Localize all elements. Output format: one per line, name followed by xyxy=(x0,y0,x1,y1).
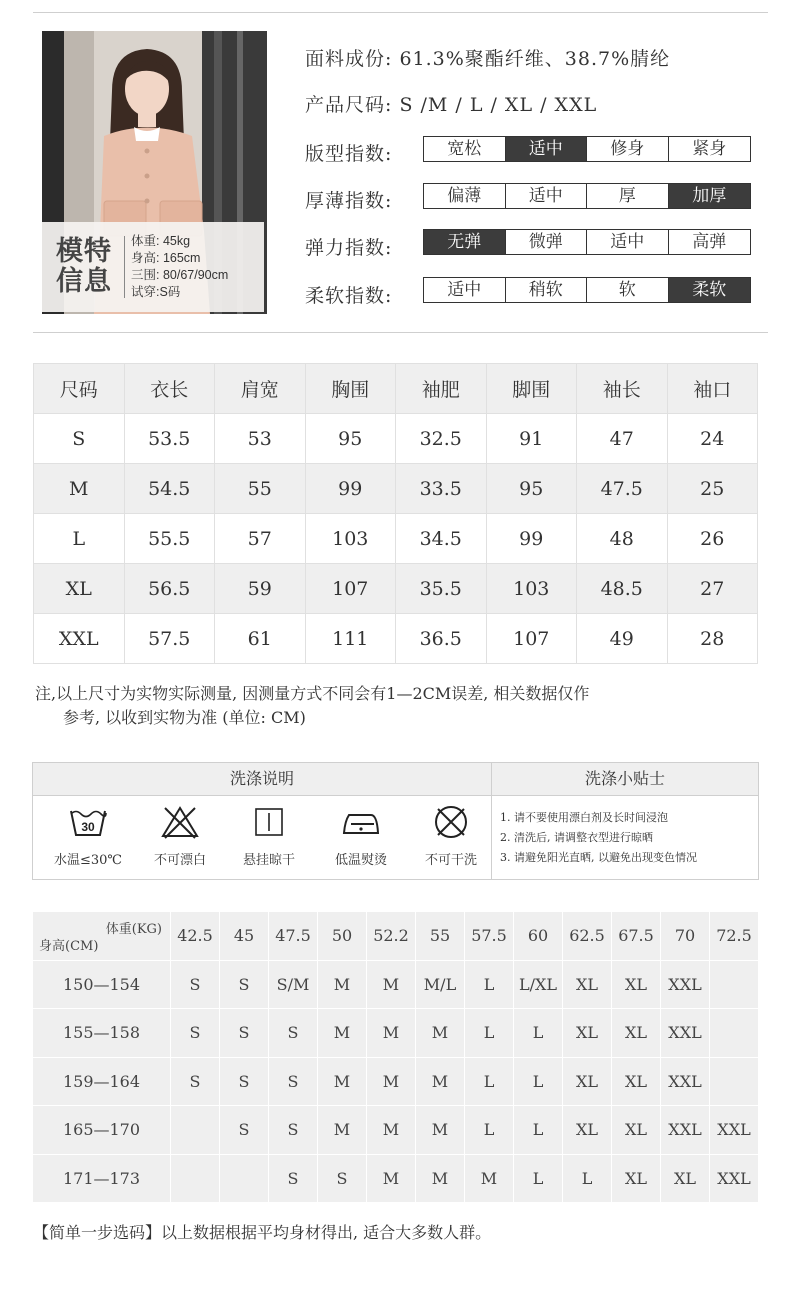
header-cell: 衣长 xyxy=(124,364,215,414)
size-table-header xyxy=(34,364,758,414)
model-info-title: 模特 信息 xyxy=(56,236,112,297)
scale-option: 适中 xyxy=(424,278,506,302)
low-iron-icon xyxy=(321,805,401,868)
scale-option: 偏薄 xyxy=(424,184,506,208)
fabric-composition: 面料成份: 61.3%聚酯纤维、38.7%腈纶 xyxy=(305,48,671,70)
scale-option: 厚 xyxy=(587,184,669,208)
header-cell: 胸围 xyxy=(305,364,396,414)
hang-dry-icon xyxy=(229,805,309,868)
weight-axis-label: 体重(KG) xyxy=(105,922,162,937)
scale-option: 软 xyxy=(587,278,669,302)
wash-icon-label: 低温熨烫 xyxy=(334,853,387,868)
scale-option: 修身 xyxy=(587,137,669,161)
table-row: 165—170 S S M M M L L XL XL XXL XXL xyxy=(33,1106,759,1155)
scale-option: 无弹 xyxy=(424,230,506,254)
scale-option: 适中 xyxy=(587,230,669,254)
wash-icon-label: 悬挂晾干 xyxy=(242,853,295,868)
wash-tip: 3. 请避免阳光直晒, 以避免出现变色情况 xyxy=(500,851,697,864)
scale-label-softness: 柔软指数: xyxy=(305,285,393,307)
wash-title: 洗涤说明 xyxy=(33,763,491,796)
measurement-note-line1: 注,以上尺寸为实物实际测量, 因测量方式不同会有1—2CM误差, 相关数据仅作 xyxy=(35,684,590,703)
scale-option: 加厚 xyxy=(669,184,751,208)
product-sizes: 产品尺码: S /M / L / XL / XXL xyxy=(305,94,598,116)
model-info-box xyxy=(42,222,264,312)
section-divider xyxy=(33,332,768,333)
no-dryclean-icon xyxy=(411,805,491,868)
scale-option: 适中 xyxy=(506,137,588,161)
svg-text:30: 30 xyxy=(81,820,95,834)
table-row: M 54.5 55 99 33.5 95 47.5 25 xyxy=(34,464,758,514)
scale-softness xyxy=(423,277,751,303)
table-row: 159—164 S S S M M M L L XL XL XXL xyxy=(33,1057,759,1106)
wash-tip: 2. 清洗后, 请调整衣型进行晾晒 xyxy=(500,831,653,844)
model-weight: 体重: 45kg xyxy=(131,234,191,248)
header-cell: 肩宽 xyxy=(215,364,306,414)
size-recommendation-table xyxy=(32,911,759,1203)
size-table xyxy=(33,363,758,664)
scale-fit xyxy=(423,136,751,162)
top-divider xyxy=(33,12,768,13)
model-tried-size: 试穿:S码 xyxy=(131,285,181,299)
wash-tips-title: 洗涤小贴士 xyxy=(492,763,758,796)
table-row: L 55.5 57 103 34.5 99 48 26 xyxy=(34,514,758,564)
table-row: XL 56.5 59 107 35.5 103 48.5 27 xyxy=(34,564,758,614)
wash-panel xyxy=(32,762,759,880)
header-cell: 脚围 xyxy=(486,364,577,414)
model-stats xyxy=(131,233,228,301)
wash-tips-list xyxy=(500,808,697,868)
wash-tip: 1. 请不要使用漂白剂及长时间浸泡 xyxy=(500,811,668,824)
scale-option: 紧身 xyxy=(692,139,727,159)
scale-thickness xyxy=(423,183,751,209)
scale-label-fit: 版型指数: xyxy=(305,143,393,165)
wash-icon-label: 不可干洗 xyxy=(424,853,477,868)
table-row: 171—173 S S M M M L L XL XL XXL xyxy=(33,1154,759,1203)
scale-option: 高弹 xyxy=(692,232,727,252)
wash-30-icon xyxy=(48,805,128,868)
wash-icon-label: 不可漂白 xyxy=(153,853,206,868)
table-row: S 53.5 53 95 32.5 91 47 24 xyxy=(34,414,758,464)
scale-option: 微弹 xyxy=(506,230,588,254)
fit-corner-cell xyxy=(33,912,171,961)
measurement-note-line2: 参考, 以收到实物为准 (单位: CM) xyxy=(63,708,306,727)
table-row: 155—158 S S S M M M L L XL XL XXL xyxy=(33,1009,759,1058)
wash-icon-label: 水温≤30℃ xyxy=(54,853,122,868)
header-cell: 尺码 xyxy=(34,364,125,414)
scale-option: 宽松 xyxy=(424,137,506,161)
wash-divider xyxy=(491,763,492,879)
header-cell: 袖口 xyxy=(667,364,758,414)
no-bleach-icon xyxy=(140,805,220,868)
model-height: 身高: 165cm xyxy=(131,251,201,265)
footer-note: 【简单一步选码】以上数据根据平均身材得出, 适合大多数人群。 xyxy=(33,1223,492,1242)
scale-label-thickness: 厚薄指数: xyxy=(305,190,393,212)
table-row: 150—154 S S S/M M M M/L L L/XL XL XL XXL xyxy=(33,960,759,1009)
scale-option: 稍软 xyxy=(506,278,588,302)
model-measurements: 三围: 80/67/90cm xyxy=(131,268,229,282)
table-row: XXL 57.5 61 111 36.5 107 49 28 xyxy=(34,614,758,664)
scale-label-elasticity: 弹力指数: xyxy=(305,237,393,259)
scale-option: 适中 xyxy=(506,184,588,208)
fit-header-row: 体重(KG) 身高(CM) 42.5 45 47.5 50 52.2 55 57.5 60 62.5 67.5 70 72.5 xyxy=(33,912,759,961)
header-cell: 袖长 xyxy=(577,364,668,414)
scale-elasticity xyxy=(423,229,751,255)
scale-option: 柔软 xyxy=(669,278,751,302)
header-cell: 袖肥 xyxy=(396,364,487,414)
height-axis-label: 身高(CM) xyxy=(39,938,99,954)
model-info-separator xyxy=(124,236,125,298)
